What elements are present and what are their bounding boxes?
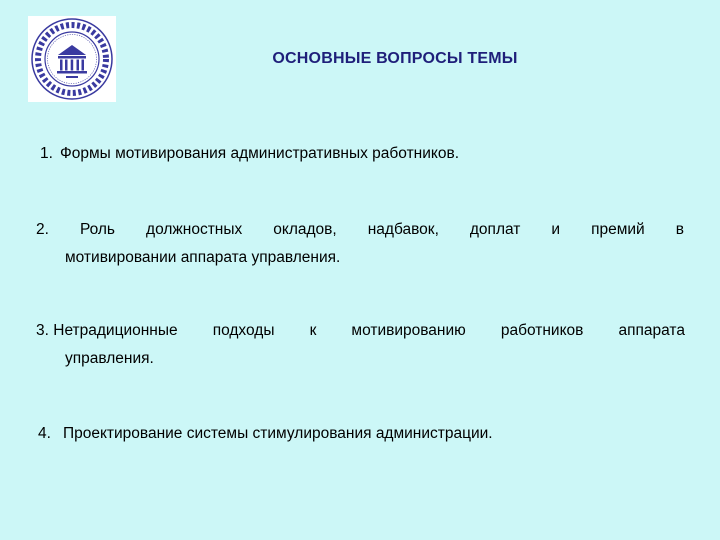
item-word: в (675, 221, 684, 238)
item-text-continuation: управления. (65, 350, 154, 367)
item-word: работников (500, 322, 584, 339)
item-word: и (551, 221, 561, 238)
page-title: ОСНОВНЫЕ ВОПРОСЫ ТЕМЫ (272, 50, 518, 67)
item-word: Нетрадиционные (53, 322, 178, 339)
list-item (36, 320, 685, 342)
item-number: 2. (36, 221, 49, 238)
item-word: доплат (469, 221, 521, 238)
item-word: подходы (212, 322, 275, 339)
item-number: 4. (38, 425, 51, 442)
item-word: надбавок, (367, 221, 439, 238)
university-emblem (28, 16, 116, 102)
item-word: премий (591, 221, 645, 238)
item-number: 3. (36, 322, 49, 339)
item-word: мотивированию (351, 322, 466, 339)
item-word: аппарата (618, 322, 685, 339)
list-item (38, 423, 678, 445)
item-word: к (309, 322, 317, 339)
list-item (40, 143, 680, 165)
item-word: Роль (79, 221, 116, 238)
item-word: должностных (146, 221, 243, 238)
university-emblem-icon (28, 16, 116, 102)
list-item (36, 219, 684, 241)
item-word: окладов, (273, 221, 337, 238)
item-number: 1. (40, 145, 53, 162)
item-text: Проектирование системы стимулирования администрации. (62, 425, 493, 442)
item-text-continuation: мотивировании аппарата управления. (65, 249, 341, 266)
item-text: Формы мотивирования административных работников. (59, 145, 460, 162)
